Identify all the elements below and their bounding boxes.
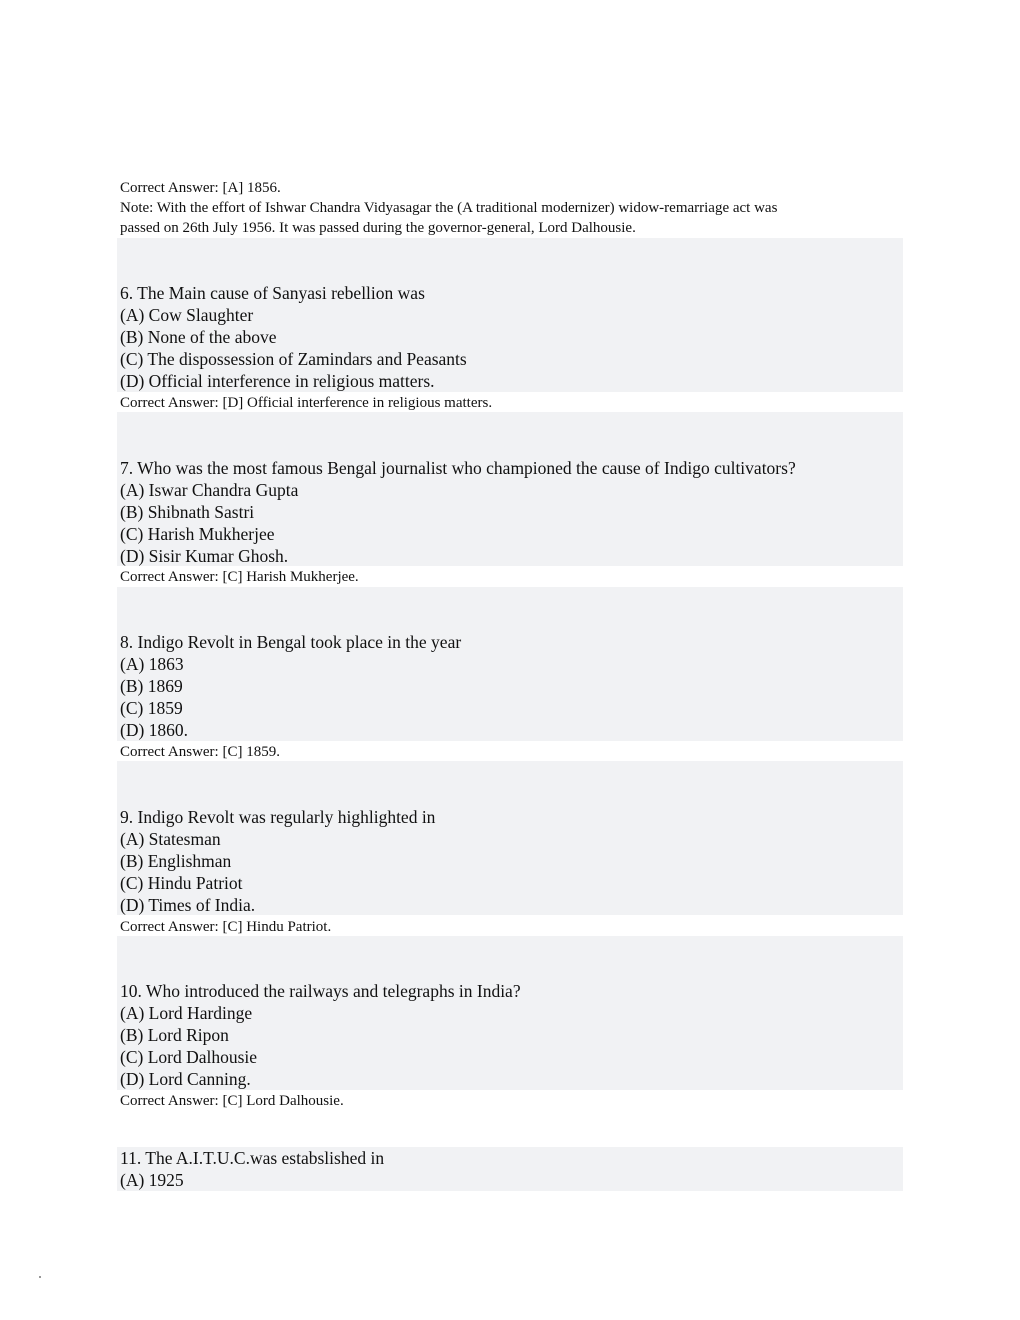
- page-mark: [39, 1276, 41, 1278]
- option-a: (A) Cow Slaughter: [120, 305, 254, 325]
- question-card-6: [117, 238, 903, 392]
- option-c: (C) 1859: [120, 698, 183, 718]
- option-b: (B) Lord Ripon: [120, 1025, 229, 1045]
- option-d: (D) 1860.: [120, 720, 189, 740]
- question-card-11: [117, 1147, 903, 1191]
- note-line-1: Note: With the effort of Ishwar Chandra Vidyasagar the (A traditional modernizer) widow-remarriage act was: [120, 200, 778, 216]
- question-stem: 7. Who was the most famous Bengal journalist who championed the cause of Indigo cultivators?: [120, 458, 796, 478]
- option-a: (A) 1925: [120, 1170, 184, 1190]
- question-stem: 6. The Main cause of Sanyasi rebellion was: [120, 283, 425, 303]
- question-card-9: [117, 761, 903, 915]
- note-q5: [120, 198, 900, 238]
- option-a: (A) 1863: [120, 654, 184, 674]
- answer-q7: Correct Answer: [C] Harish Mukherjee.: [120, 569, 359, 585]
- question-card-8: [117, 587, 903, 741]
- option-a: (A) Iswar Chandra Gupta: [120, 480, 299, 500]
- option-b: (B) Shibnath Sastri: [120, 502, 255, 522]
- option-b: (B) None of the above: [120, 327, 277, 347]
- option-c: (C) Hindu Patriot: [120, 873, 243, 893]
- answer-q6: Correct Answer: [D] Official interference in religious matters.: [120, 395, 493, 411]
- answer-q5: Correct Answer: [A] 1856.: [120, 180, 281, 196]
- answer-q8: Correct Answer: [C] 1859.: [120, 744, 280, 760]
- option-b: (B) Englishman: [120, 851, 232, 871]
- option-a: (A) Statesman: [120, 829, 221, 849]
- option-d: (D) Official interference in religious matters.: [120, 371, 435, 391]
- question-stem: 11. The A.I.T.U.C.was estabslished in: [120, 1148, 385, 1168]
- question-stem: 9. Indigo Revolt was regularly highlighted in: [120, 807, 436, 827]
- option-c: (C) Harish Mukherjee: [120, 524, 275, 544]
- option-d: (D) Times of India.: [120, 895, 256, 915]
- option-a: (A) Lord Hardinge: [120, 1003, 253, 1023]
- option-b: (B) 1869: [120, 676, 183, 696]
- option-c: (C) The dispossession of Zamindars and Peasants: [120, 349, 467, 369]
- option-d: (D) Sisir Kumar Ghosh.: [120, 546, 289, 566]
- answer-q9: Correct Answer: [C] Hindu Patriot.: [120, 919, 332, 935]
- question-card-10: [117, 936, 903, 1090]
- question-stem: 10. Who introduced the railways and telegraphs in India?: [120, 981, 521, 1001]
- option-d: (D) Lord Canning.: [120, 1069, 251, 1089]
- answer-q10: Correct Answer: [C] Lord Dalhousie.: [120, 1093, 344, 1109]
- option-c: (C) Lord Dalhousie: [120, 1047, 258, 1067]
- question-card-7: [117, 412, 903, 566]
- note-line-2: passed on 26th July 1956. It was passed during the governor-general, Lord Dalhousie.: [120, 220, 636, 236]
- question-stem: 8. Indigo Revolt in Bengal took place in the year: [120, 632, 462, 652]
